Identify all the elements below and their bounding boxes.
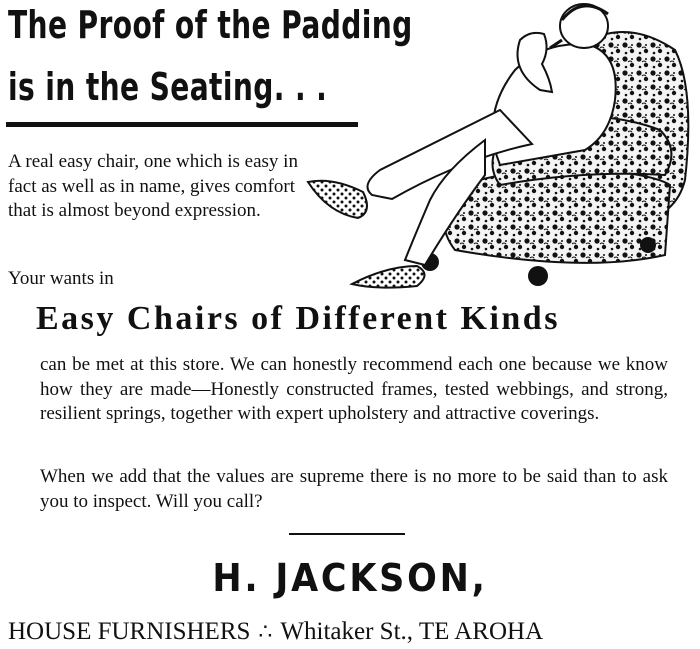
headline-line-2: is in the Seating. . . (8, 65, 328, 109)
headline-line-1: The Proof of the Padding (8, 3, 413, 47)
trade-text: HOUSE FURNISHERS (8, 618, 251, 645)
closing-paragraph: When we add that the values are supreme there is no more to be said than to ask you to inspect. Will you call? (40, 466, 668, 512)
firm-name: H. JACKSON, (212, 556, 488, 600)
footer-line (8, 618, 543, 646)
subheading: Easy Chairs of Different Kinds (36, 300, 560, 337)
body-paragraph: can be met at this store. We can honestly recommend each one because we know how they are made—Honestly constructed frames, tested webbings, and strong, resilient springs, together with expert upholstery and attractive coverings. (40, 354, 668, 424)
separator-glyph: ∴ (258, 620, 273, 645)
man-in-armchair-illustration (300, 0, 700, 300)
divider-rule (289, 533, 405, 535)
address-text: Whitaker St., TE AROHA (280, 618, 544, 645)
intro-paragraph: A real easy chair, one which is easy in fact as well as in name, gives comfort that is almost beyond expression. (8, 151, 298, 221)
wants-text: Your wants in (8, 268, 114, 289)
